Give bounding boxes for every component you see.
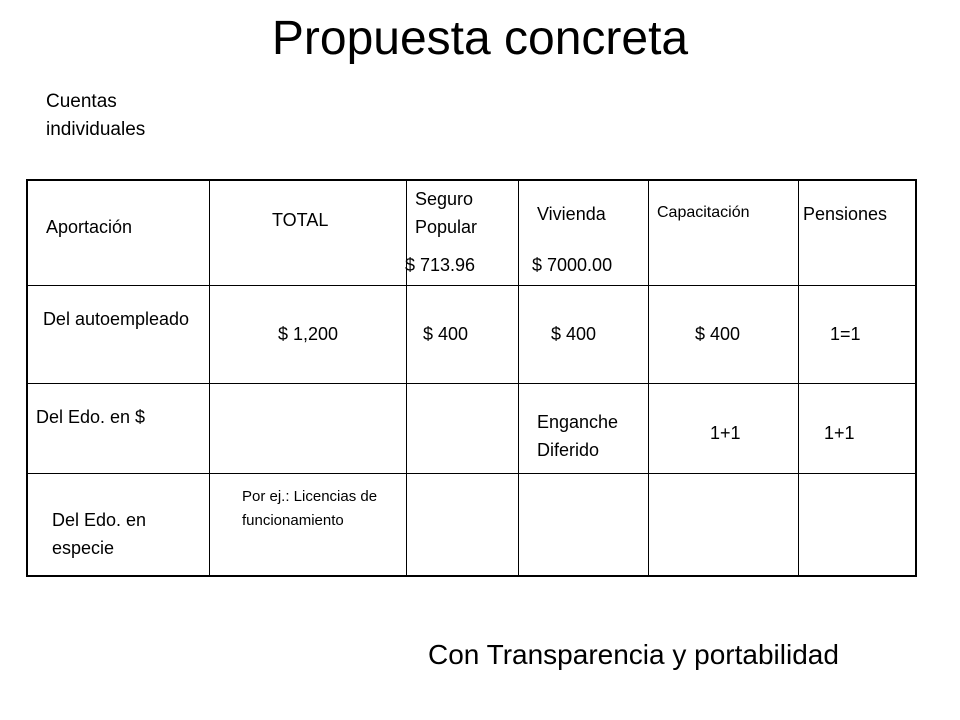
cell-vivienda: $ 400 (551, 324, 597, 344)
cell-total: Por ej.: Licencias de funcionamiento (242, 488, 378, 529)
cell-pensiones: 1=1 (830, 324, 861, 344)
row-label: Del Edo. en especie (52, 510, 147, 558)
cell-capacitacion: 1+1 (710, 423, 741, 443)
header-vivienda: Vivienda (537, 204, 606, 224)
column-divider (209, 181, 210, 575)
cell-capacitacion: $ 400 (695, 324, 741, 344)
cell-pensiones: 1+1 (824, 423, 855, 443)
row-label: Del Edo. en $ (36, 407, 146, 427)
header-seguro-popular-amount: $ 713.96 (405, 255, 476, 275)
column-divider (798, 181, 799, 575)
header-total: TOTAL (272, 210, 329, 230)
header-vivienda-amount: $ 7000.00 (532, 255, 613, 275)
header-capacitacion: Capacitación (657, 204, 750, 221)
header-aportacion: Aportación (46, 217, 133, 237)
row-divider (28, 285, 915, 286)
subtitle: Cuentas individuales (46, 91, 146, 140)
cell-seguro-popular: $ 400 (423, 324, 469, 344)
column-divider (648, 181, 649, 575)
row-divider (28, 383, 915, 384)
header-pensiones: Pensiones (803, 204, 888, 224)
row-label: Del autoempleado (42, 309, 190, 329)
cell-vivienda: Enganche Diferido (537, 412, 619, 460)
column-divider (406, 181, 407, 575)
header-seguro-popular: Seguro Popular (415, 189, 478, 237)
row-divider (28, 473, 915, 474)
column-divider (518, 181, 519, 575)
cell-total: $ 1,200 (278, 324, 339, 344)
footer-note: Con Transparencia y portabilidad (428, 639, 839, 670)
page-title: Propuesta concreta (271, 12, 689, 65)
